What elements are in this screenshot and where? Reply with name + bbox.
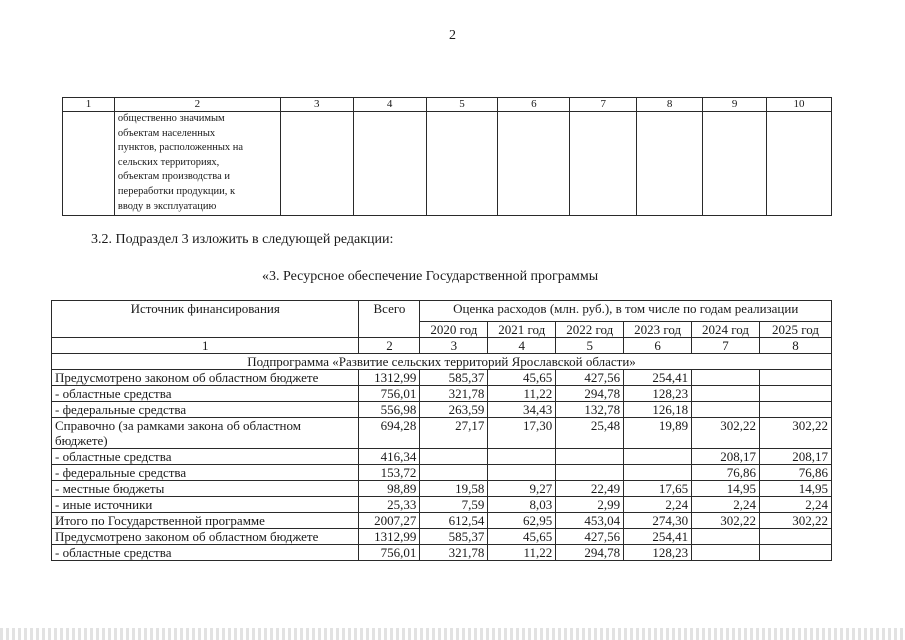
year-value — [760, 402, 832, 418]
total-value: 756,01 — [359, 545, 420, 561]
year-value: 9,27 — [488, 481, 556, 497]
year-value: 2,24 — [692, 497, 760, 513]
year-value — [556, 465, 624, 481]
year-value: 2,99 — [556, 497, 624, 513]
total-value: 556,98 — [359, 402, 420, 418]
table-row — [52, 402, 832, 418]
year-value — [556, 449, 624, 465]
total-value: 416,34 — [359, 449, 420, 465]
year-value: 7,59 — [420, 497, 488, 513]
year-value: 19,58 — [420, 481, 488, 497]
year-value: 302,22 — [760, 513, 832, 529]
year-value: 45,65 — [488, 529, 556, 545]
year-value: 62,95 — [488, 513, 556, 529]
year-value: 294,78 — [556, 386, 624, 402]
total-value: 756,01 — [359, 386, 420, 402]
row-label: Итого по Государственной программе — [52, 513, 359, 529]
year-value — [692, 386, 760, 402]
year-value: 19,89 — [624, 418, 692, 449]
column-number: 6 — [624, 338, 692, 354]
year-value: 612,54 — [420, 513, 488, 529]
year-value: 208,17 — [760, 449, 832, 465]
year-value: 14,95 — [692, 481, 760, 497]
empty-cell — [353, 112, 426, 216]
year-value — [760, 386, 832, 402]
year-value: 76,86 — [760, 465, 832, 481]
table-row — [52, 545, 832, 561]
year-value: 427,56 — [556, 370, 624, 386]
year-header: 2023 год — [624, 322, 692, 338]
year-header: 2021 год — [488, 322, 556, 338]
year-value — [760, 545, 832, 561]
subprogram-row — [52, 354, 832, 370]
column-number: 10 — [767, 98, 832, 112]
column-number: 3 — [420, 338, 488, 354]
row-label: - федеральные средства — [52, 402, 359, 418]
year-value — [488, 449, 556, 465]
total-value: 98,89 — [359, 481, 420, 497]
year-value — [760, 370, 832, 386]
year-header: 2022 год — [556, 322, 624, 338]
year-value: 294,78 — [556, 545, 624, 561]
year-value: 17,30 — [488, 418, 556, 449]
year-value — [692, 402, 760, 418]
year-value — [692, 529, 760, 545]
table-row — [52, 481, 832, 497]
row-label: - иные источники — [52, 497, 359, 513]
activity-description — [114, 112, 280, 216]
description-line: переработки продукции, к — [117, 185, 236, 197]
column-number: 5 — [426, 98, 498, 112]
empty-cell — [280, 112, 353, 216]
column-number-row — [63, 98, 832, 112]
column-number: 8 — [637, 98, 703, 112]
year-value: 453,04 — [556, 513, 624, 529]
year-value: 2,24 — [624, 497, 692, 513]
total-value: 25,33 — [359, 497, 420, 513]
empty-cell — [570, 112, 637, 216]
row-label: - местные бюджеты — [52, 481, 359, 497]
column-number: 2 — [114, 98, 280, 112]
year-value: 76,86 — [692, 465, 760, 481]
year-value — [420, 449, 488, 465]
row-label: - областные средства — [52, 449, 359, 465]
table-row — [52, 497, 832, 513]
column-number: 1 — [52, 338, 359, 354]
year-value — [624, 465, 692, 481]
year-header: 2025 год — [760, 322, 832, 338]
column-number: 1 — [63, 98, 115, 112]
year-value — [420, 465, 488, 481]
table-row — [52, 418, 832, 449]
year-header: 2024 год — [692, 322, 760, 338]
column-number: 7 — [570, 98, 637, 112]
description-line: объектам производства и — [117, 171, 230, 183]
year-value: 585,37 — [420, 370, 488, 386]
year-value: 8,03 — [488, 497, 556, 513]
amendment-paragraph: 3.2. Подраздел 3 изложить в следующей редакции: — [91, 232, 394, 247]
year-value: 126,18 — [624, 402, 692, 418]
year-value: 321,78 — [420, 545, 488, 561]
row-label: - областные средства — [52, 545, 359, 561]
page-number: 2 — [449, 28, 456, 43]
description-line: общественно значимым — [117, 113, 225, 124]
year-value: 321,78 — [420, 386, 488, 402]
year-value: 34,43 — [488, 402, 556, 418]
section-title: «3. Ресурсное обеспечение Государственной программы — [262, 269, 599, 284]
year-value: 427,56 — [556, 529, 624, 545]
total-value: 694,28 — [359, 418, 420, 449]
total-value: 2007,27 — [359, 513, 420, 529]
year-value — [692, 545, 760, 561]
column-number-row — [52, 338, 832, 354]
row-label: - областные средства — [52, 386, 359, 402]
table-row — [52, 465, 832, 481]
year-header: 2020 год — [420, 322, 488, 338]
year-value: 208,17 — [692, 449, 760, 465]
column-number: 4 — [353, 98, 426, 112]
empty-cell — [426, 112, 498, 216]
row-label: - федеральные средства — [52, 465, 359, 481]
year-value: 254,41 — [624, 529, 692, 545]
row-label: Предусмотрено законом об областном бюджете — [52, 370, 359, 386]
year-value: 128,23 — [624, 545, 692, 561]
year-value: 45,65 — [488, 370, 556, 386]
description-line: сельских территориях, — [117, 156, 220, 168]
year-value: 302,22 — [760, 418, 832, 449]
column-number: 8 — [760, 338, 832, 354]
resource-provision-table — [51, 300, 832, 561]
empty-cell — [63, 112, 115, 216]
year-value — [760, 529, 832, 545]
header-row — [52, 301, 832, 322]
year-value: 254,41 — [624, 370, 692, 386]
total-value: 1312,99 — [359, 529, 420, 545]
column-number: 6 — [498, 98, 570, 112]
year-value: 14,95 — [760, 481, 832, 497]
description-line: объектам населенных — [117, 127, 216, 139]
column-number: 4 — [488, 338, 556, 354]
year-value: 585,37 — [420, 529, 488, 545]
header-source: Источник финансирования — [52, 301, 359, 338]
year-value: 302,22 — [692, 513, 760, 529]
year-value: 128,23 — [624, 386, 692, 402]
year-value — [488, 465, 556, 481]
table-body — [52, 370, 832, 561]
table-row — [52, 513, 832, 529]
year-value: 27,17 — [420, 418, 488, 449]
year-value — [624, 449, 692, 465]
table-row — [52, 370, 832, 386]
year-value — [692, 370, 760, 386]
table-row — [52, 386, 832, 402]
column-number: 7 — [692, 338, 760, 354]
empty-cell — [637, 112, 703, 216]
empty-cell — [767, 112, 832, 216]
table-row — [52, 449, 832, 465]
year-value: 11,22 — [488, 545, 556, 561]
empty-cell — [498, 112, 570, 216]
year-value: 132,78 — [556, 402, 624, 418]
year-value: 22,49 — [556, 481, 624, 497]
row-label: Справочно (за рамками закона об областном бюджете) — [52, 418, 359, 449]
year-value: 11,22 — [488, 386, 556, 402]
subprogram-title: Подпрограмма «Развитие сельских территорий Ярославской области» — [52, 354, 832, 370]
scan-edge-artifact — [0, 628, 905, 640]
year-value: 274,30 — [624, 513, 692, 529]
year-value: 263,59 — [420, 402, 488, 418]
total-value: 153,72 — [359, 465, 420, 481]
column-number: 3 — [280, 98, 353, 112]
total-value: 1312,99 — [359, 370, 420, 386]
year-value: 2,24 — [760, 497, 832, 513]
header-estimate: Оценка расходов (млн. руб.), в том числе по годам реализации — [420, 301, 832, 322]
description-line: пунктов, расположенных на — [117, 142, 244, 154]
program-activities-table-continuation — [62, 97, 832, 216]
table-row — [63, 112, 832, 216]
description-line: вводу в эксплуатацию — [117, 200, 217, 212]
column-number: 5 — [556, 338, 624, 354]
empty-cell — [703, 112, 767, 216]
year-value: 17,65 — [624, 481, 692, 497]
column-number: 2 — [359, 338, 420, 354]
row-label: Предусмотрено законом об областном бюджете — [52, 529, 359, 545]
year-value: 25,48 — [556, 418, 624, 449]
column-number: 9 — [703, 98, 767, 112]
table-row — [52, 529, 832, 545]
header-total: Всего — [359, 301, 420, 338]
year-value: 302,22 — [692, 418, 760, 449]
